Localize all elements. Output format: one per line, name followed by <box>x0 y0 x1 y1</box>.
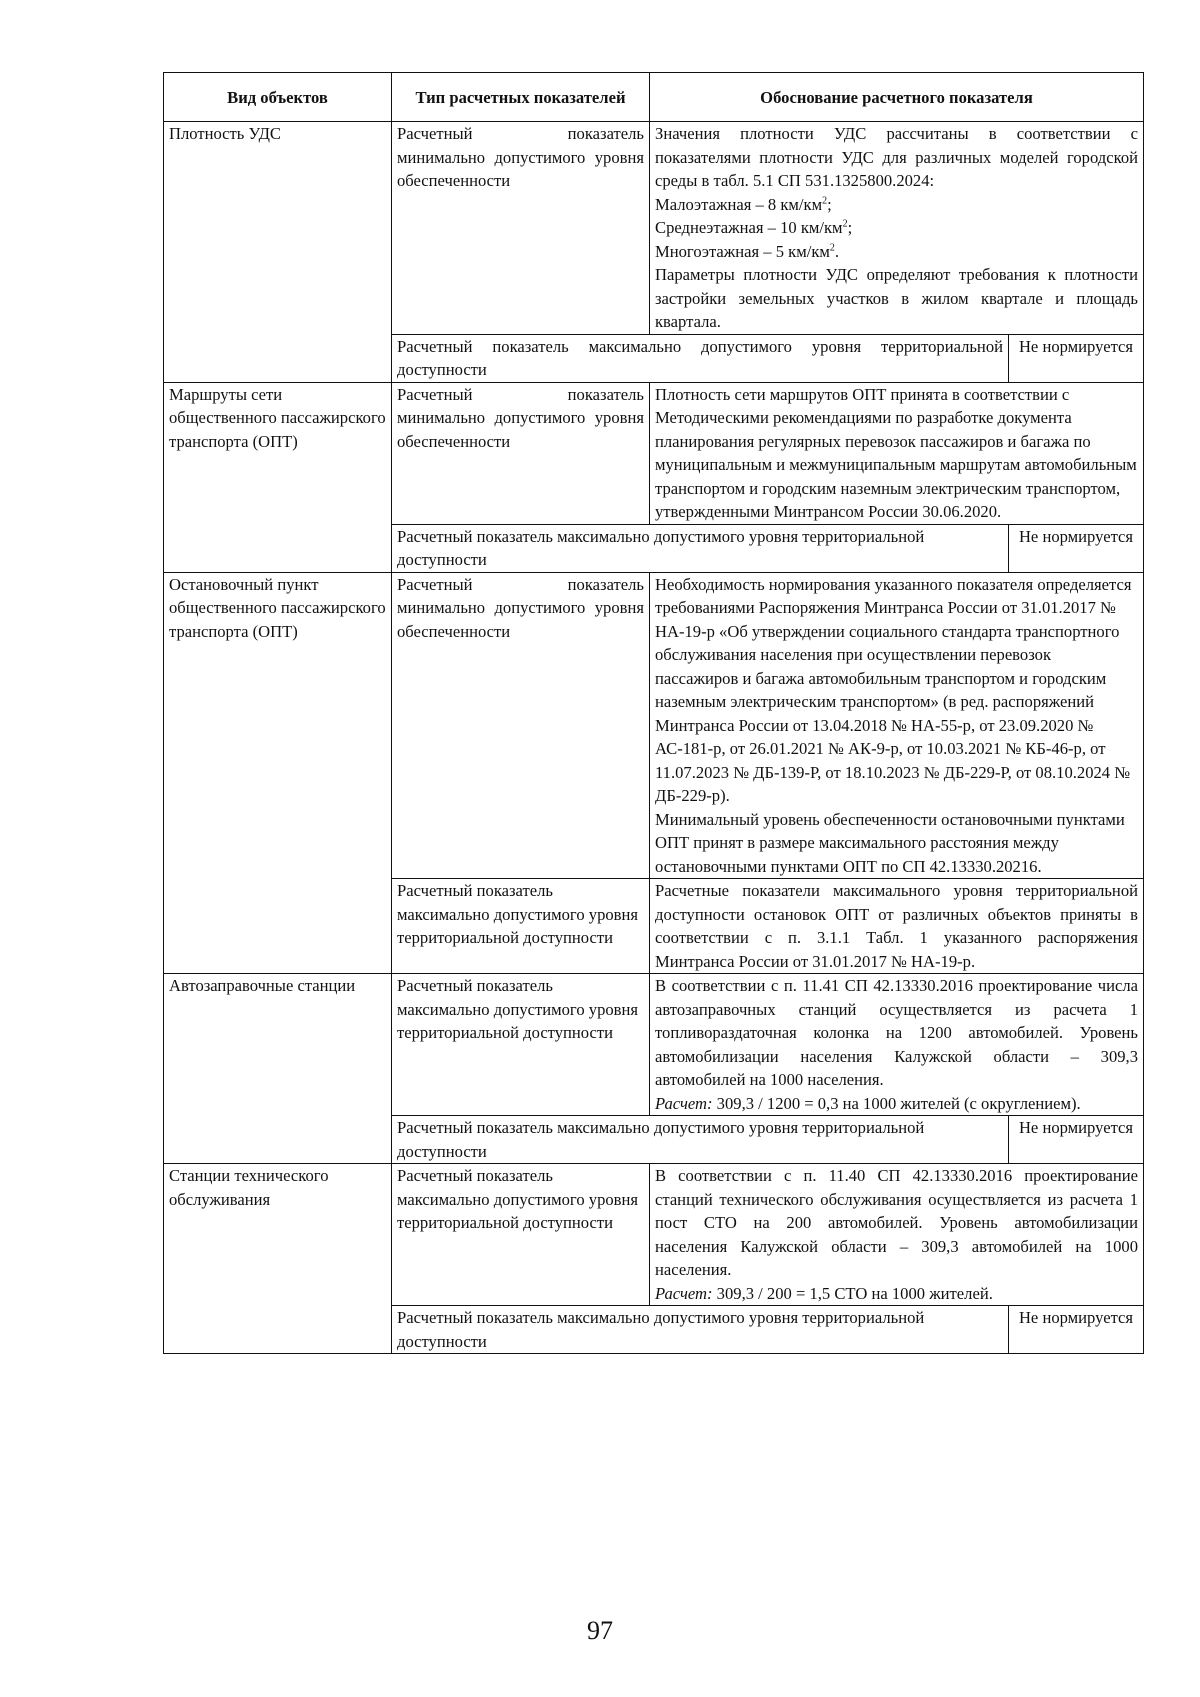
table-row <box>164 974 1144 1116</box>
indicator-type-cell: Расчетный показатель максимально допустимого уровня территориальной доступности <box>392 879 650 974</box>
table-row <box>164 122 1144 335</box>
indicator-type-cell: Расчетный показатель максимально допустимого уровня территориальной доступности <box>392 1164 650 1306</box>
indicator-type-cell: Расчетный показатель максимально допустимого уровня территориальной доступности <box>392 1116 1009 1164</box>
table-header-row <box>164 73 1144 122</box>
calc-label: Расчет: <box>655 1093 713 1113</box>
indicator-type-cell: Расчетный показатель минимально допустимого уровня обеспеченности <box>392 122 650 335</box>
not-normed-cell: Не нормируется <box>1009 1116 1144 1164</box>
basis-cell <box>650 1164 1144 1306</box>
object-cell: Остановочный пункт общественного пассажирского транспорта (ОПТ) <box>164 572 392 974</box>
basis-cell <box>650 974 1144 1116</box>
table-row <box>164 572 1144 879</box>
header-object-type: Вид объектов <box>164 73 392 122</box>
calc-label: Расчет: <box>655 1283 713 1303</box>
not-normed-cell: Не нормируется <box>1009 1306 1144 1354</box>
table-row <box>164 382 1144 524</box>
object-cell: Станции технического обслуживания <box>164 1164 392 1354</box>
not-normed-cell: Не нормируется <box>1009 334 1144 382</box>
basis-cell <box>650 572 1144 879</box>
indicators-table <box>163 72 1144 1354</box>
basis-paragraph: В соответствии с п. 11.40 СП 42.13330.2016 проектирование станций технического обслуживания осуществляется из расчета 1 пост СТО на 200 автомобилей. Уровень автомобилизации населения Калужской области – 309,3 автомобилей на 1000 населения. <box>655 1166 1138 1279</box>
header-basis: Обоснование расчетного показателя <box>650 73 1144 122</box>
header-indicator-type: Тип расчетных показателей <box>392 73 650 122</box>
indicator-type-cell: Расчетный показатель минимально допустимого уровня обеспеченности <box>392 572 650 879</box>
basis-paragraph: В соответствии с п. 11.41 СП 42.13330.2016 проектирование числа автозаправочных станций осуществляется из расчета 1 топливораздаточная колонка на 1200 автомобилей. Уровень автомобилизации населения Калужской области – 309,3 автомобилей на 1000 населения. <box>655 976 1138 1089</box>
basis-paragraph: Необходимость нормирования указанного показателя определяется требованиями Распоряжения Минтранса России от 31.01.2017 № НА-19-р «Об утверждении социального стандарта транспортного обслуживания населения при осуществлении перевозок пассажиров и багажа автомобильным транспортом и городским наземным электрическим транспортом» (в ред. распоряжений Минтранса России от 13.04.2018 № НА-55-р, от 23.09.2020 № АС-181-р, от 26.01.2021 № АК-9-р, от 10.03.2021 № КБ-46-р, от 11.07.2023 № ДБ-139-Р, от 18.10.2023 № ДБ-229-Р, от 08.10.2024 № ДБ-229-р). <box>655 574 1132 805</box>
object-cell: Автозаправочные станции <box>164 974 392 1164</box>
basis-line: Малоэтажная – 8 $км/км^2$; <box>655 194 832 214</box>
indicator-type-cell: Расчетный показатель максимально допустимого уровня территориальной доступности <box>392 334 1009 382</box>
table-row <box>164 1164 1144 1306</box>
basis-line: Многоэтажная – 5 $км/км^2$. <box>655 241 840 261</box>
object-cell: Маршруты сети общественного пассажирского транспорта (ОПТ) <box>164 382 392 572</box>
basis-cell <box>650 122 1144 335</box>
calculation-line: Расчет: 309,3 / 200 = 1,5 СТО на 1000 жителей. <box>655 1283 993 1303</box>
not-normed-cell: Не нормируется <box>1009 524 1144 572</box>
indicator-type-cell: Расчетный показатель максимально допустимого уровня территориальной доступности <box>392 524 1009 572</box>
indicator-type-cell: Расчетный показатель минимально допустимого уровня обеспеченности <box>392 382 650 524</box>
object-cell: Плотность УДС <box>164 122 392 383</box>
indicator-type-cell: Расчетный показатель максимально допустимого уровня территориальной доступности <box>392 974 650 1116</box>
calculation-line: Расчет: 309,3 / 1200 = 0,3 на 1000 жителей (с округлением). <box>655 1093 1081 1113</box>
basis-paragraph: Значения плотности УДС рассчитаны в соответствии с показателями плотности УДС для различных моделей городской среды в табл. 5.1 СП 531.1325800.2024: <box>655 124 1138 190</box>
basis-cell: Расчетные показатели максимального уровня территориальной доступности остановок ОПТ от различных объектов приняты в соответствии с п. 3.1.1 Табл. 1 указанного распоряжения Минтранса России от 31.01.2017 № НА-19-р. <box>650 879 1144 974</box>
basis-paragraph: Минимальный уровень обеспеченности остановочными пунктами ОПТ принят в размере максимального расстояния между остановочными пунктами ОПТ по СП 42.13330.20216. <box>655 809 1125 876</box>
basis-paragraph: Параметры плотности УДС определяют требования к плотности застройки земельных участков в жилом квартале и площадь квартала. <box>655 265 1138 331</box>
basis-cell: Плотность сети маршрутов ОПТ принята в соответствии с Методическими рекомендациями по разработке документа планирования регулярных перевозок пассажиров и багажа по муниципальным и межмуниципальным маршрутам автомобильным транспортом и городским наземным электрическим транспортом, утвержденными Минтрансом России 30.06.2020. <box>650 382 1144 524</box>
indicator-type-cell: Расчетный показатель максимально допустимого уровня территориальной доступности <box>392 1306 1009 1354</box>
page-number: 97 <box>587 1616 613 1645</box>
basis-line: Среднеэтажная – 10 $км/км^2$; <box>655 218 853 237</box>
